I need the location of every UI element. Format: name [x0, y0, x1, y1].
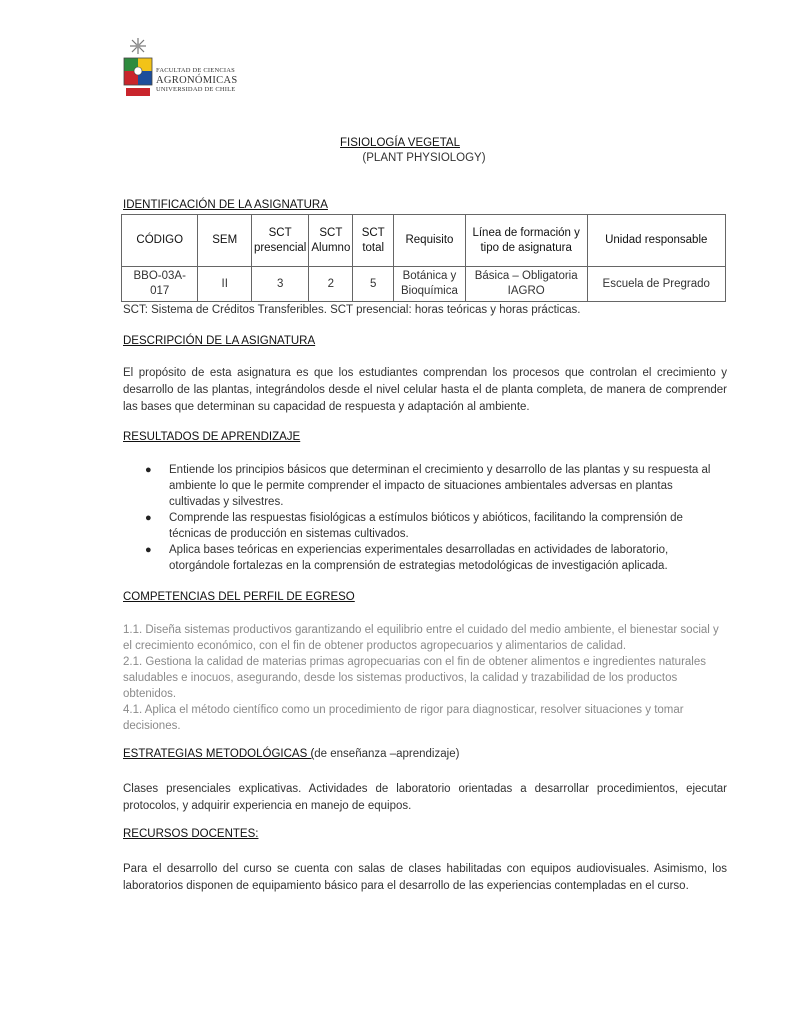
description-text: El propósito de esta asignatura es que los estudiantes comprendan los procesos que controlan el crecimiento y desarrollo de las plantas, integrándolos desde el nivel celular hasta el de planta completa, de manera de comprender las bases que determinan su capacidad de respuesta y adaptación al ambiente.: [123, 367, 727, 413]
header-sem: SEM: [198, 215, 251, 267]
competency-item: 1.1. Diseña sistemas productivos garantizando el equilibrio entre el cuidado del medio ambiente, el bienestar social y el crecimiento económico, con el fin de obtener productos agropecuarios y alimentarios de calidad.: [123, 624, 719, 652]
description-heading: DESCRIPCIÓN DE LA ASIGNATURA: [123, 335, 316, 347]
cell-sct-alumno: 2: [309, 267, 353, 302]
strategies-heading: ESTRATEGIAS METODOLÓGICAS (: [123, 748, 315, 760]
list-item: [123, 510, 727, 542]
cell-sct-presencial: 3: [251, 267, 308, 302]
header-linea: Línea de formación y tipo de asignatura: [465, 215, 587, 267]
outcome-text: Entiende los principios básicos que determinan el crecimiento y desarrollo de las plantas y su respuesta al ambiente lo que le permite comprender el impacto de situaciones ambientales adversas en plantas cultivadas y silvestres.: [169, 464, 711, 508]
strategies-text: Clases presenciales explicativas. Actividades de laboratorio orientadas a desarrollar procedimientos, ejecutar protocolos, y adquirir experiencia en manejo de equipos.: [123, 783, 727, 812]
course-identification-table: [121, 214, 726, 302]
list-item: [123, 462, 727, 510]
header-sct-presencial: SCT presencial: [251, 215, 308, 267]
outcome-text: Aplica bases teóricas en experiencias experimentales desarrolladas en actividades de laboratorio, otorgándole fortalezas en la comprensión de estrategias metodológicas de investigación aplicada.: [169, 544, 669, 572]
table-row: [122, 267, 726, 302]
bullet-icon: ●: [145, 512, 152, 524]
cell-linea: Básica – Obligatoria IAGRO: [465, 267, 587, 302]
logo-line-university: UNIVERSIDAD DE CHILE: [156, 86, 236, 93]
sct-note: SCT: Sistema de Créditos Transferibles. SCT presencial: horas teóricas y horas prácticas.: [123, 304, 581, 316]
strategies-heading-wrap: [123, 748, 459, 760]
course-subtitle: (PLANT PHYSIOLOGY): [362, 152, 486, 164]
cell-requisito: Botánica y Bioquímica: [394, 267, 466, 302]
faculty-logo: [118, 36, 248, 100]
learning-outcomes-list: [123, 462, 727, 574]
cell-sct-total: 5: [353, 267, 394, 302]
bullet-icon: ●: [145, 464, 152, 476]
header-unidad: Unidad responsable: [587, 215, 725, 267]
header-requisito: Requisito: [394, 215, 466, 267]
bullet-icon: ●: [145, 544, 152, 556]
list-item: [123, 542, 727, 574]
table-header-row: [122, 215, 726, 267]
competencies-heading: COMPETENCIAS DEL PERFIL DE EGRESO: [123, 591, 355, 603]
header-sct-total: SCT total: [353, 215, 394, 267]
learning-outcomes-heading: RESULTADOS DE APRENDIZAJE: [123, 431, 301, 443]
identification-heading: IDENTIFICACIÓN DE LA ASIGNATURA: [123, 199, 328, 211]
cell-codigo: BBO-03A-017: [122, 267, 198, 302]
resources-text: Para el desarrollo del curso se cuenta con salas de clases habilitadas con equipos audiovisuales. Asimismo, los laboratorios disponen de equipamiento básico para el desarrollo de las experiencias contempladas en el curso.: [123, 863, 727, 892]
logo-line-faculty: FACULTAD DE CIENCIAS: [156, 67, 235, 74]
course-title: FISIOLOGÍA VEGETAL: [340, 137, 460, 149]
outcome-text: Comprende las respuestas fisiológicas a estímulos bióticos y abióticos, facilitando la comprensión de técnicas de producción en sistemas cultivados.: [169, 512, 683, 540]
competency-item: 2.1. Gestiona la calidad de materias primas agropecuarias con el fin de obtener alimentos e ingredientes naturales saludables e inocuos, asegurando, desde los sistemas productivos, la calidad y trazabilidad de los productos obtenidos.: [123, 656, 707, 700]
header-codigo: CÓDIGO: [122, 215, 198, 267]
resources-heading: RECURSOS DOCENTES:: [123, 828, 259, 840]
competency-item: 4.1. Aplica el método científico como un procedimiento de rigor para diagnosticar, resolver situaciones y tomar decisiones.: [123, 704, 684, 732]
header-sct-alumno: SCT Alumno: [309, 215, 353, 267]
logo-line-agronomicas: AGRONÓMICAS: [156, 74, 238, 86]
strategies-heading-suffix: de enseñanza –aprendizaje): [314, 748, 460, 760]
competencies-list: [123, 622, 727, 734]
cell-unidad: Escuela de Pregrado: [587, 267, 725, 302]
university-crest-icon: [118, 36, 158, 100]
cell-sem: II: [198, 267, 251, 302]
